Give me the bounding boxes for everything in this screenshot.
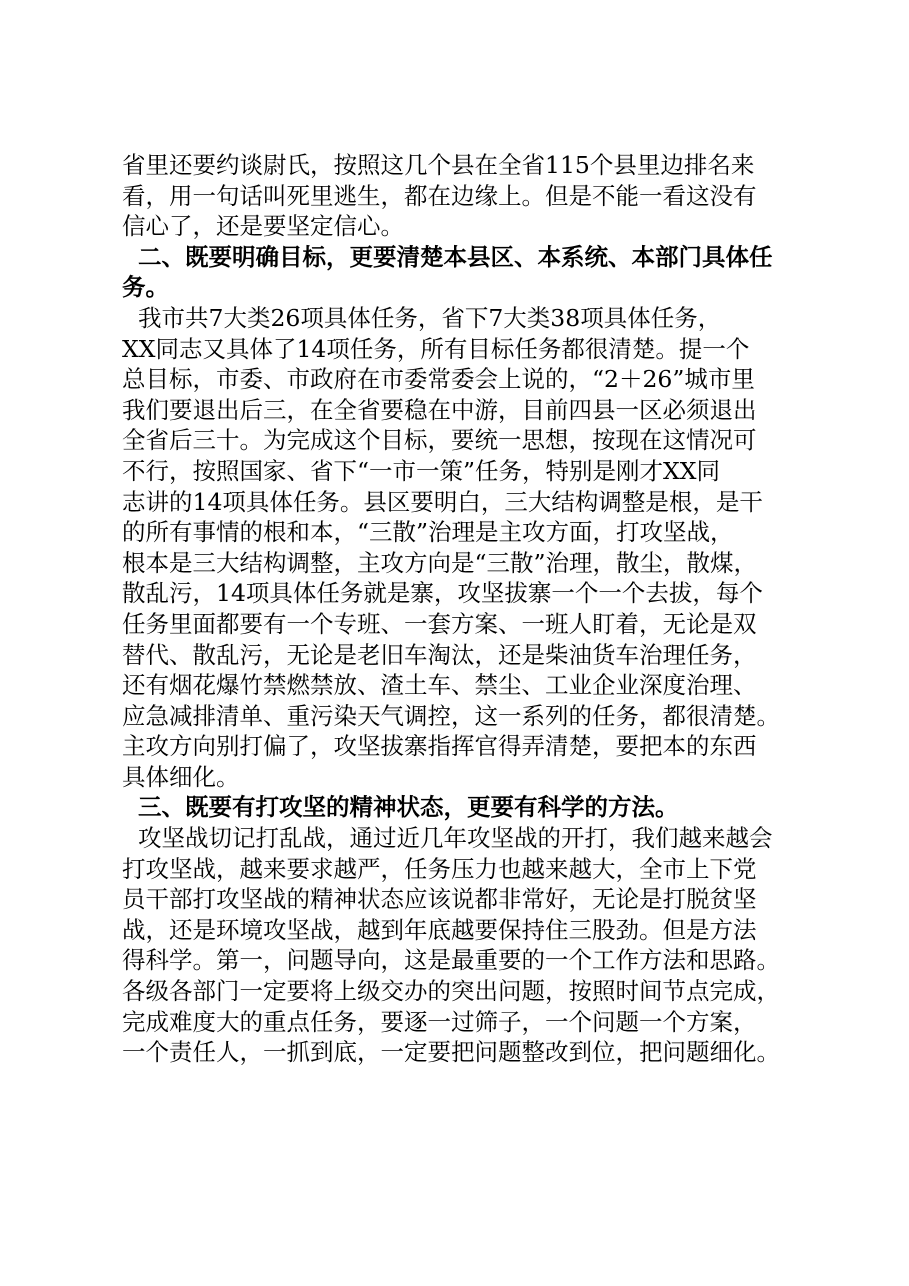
text-line: 志讲的14项具体任务。县区要明白，三大结构调整是根，是干 — [122, 487, 763, 516]
section-heading-3 — [122, 792, 802, 823]
paragraph-intro — [122, 150, 802, 242]
text-line: 看，用一句话叫死里逃生，都在边缘上。但是不能一看这没有 — [122, 181, 757, 210]
text-line: 各级各部门一定要将上级交办的突出问题，按照时间节点完成， — [122, 977, 780, 1006]
paragraph-section-2 — [122, 303, 802, 793]
text-line: 省里还要约谈尉氏，按照这几个县在全省115个县里边排名来 — [122, 151, 755, 179]
heading-line: 二、既要明确目标，更要清楚本县区、本系统、本部门具体任 — [138, 242, 773, 271]
text-line: 任务里面都要有一个专班、一套方案、一班人盯着，无论是双 — [122, 609, 757, 638]
text-line: 得科学。第一，问题导向，这是最重要的一个工作方法和思路。 — [122, 946, 780, 975]
text-line: XX同志又具体了14项任务，所有目标任务都很清楚。提一个 — [122, 334, 750, 363]
text-line: 战，还是环境攻坚战，越到年底越要保持住三股劲。但是方法 — [122, 915, 757, 944]
text-line: 散乱污，14项具体任务就是寨，攻坚拔寨一个一个去拔，每个 — [122, 579, 763, 608]
heading-line: 务。 — [122, 273, 169, 302]
paragraph-section-3 — [122, 823, 802, 1068]
text-line: 根本是三大结构调整，主攻方向是“三散”治理，散尘，散煤， — [122, 548, 758, 577]
text-line: 员干部打攻坚战的精神状态应该说都非常好，无论是打脱贫坚 — [122, 885, 757, 914]
text-line: 总目标，市委、市政府在市委常委会上说的，“2＋26”城市里 — [122, 365, 755, 394]
text-line: 打攻坚战，越来要求越严，任务压力也越来越大，全市上下党 — [122, 854, 757, 883]
text-line: 攻坚战切记打乱战，通过近几年攻坚战的开打，我们越来越会 — [138, 824, 773, 853]
text-line: 还有烟花爆竹禁燃禁放、渣土车、禁尘、工业企业深度治理、 — [122, 671, 757, 700]
heading-line: 三、既要有打攻坚的精神状态，更要有科学的方法。 — [138, 793, 679, 822]
section-heading-2 — [122, 242, 802, 303]
text-line: 应急减排清单、重污染天气调控，这一系列的任务，都很清楚。 — [122, 701, 780, 730]
text-line: 替代、散乱污，无论是老旧车淘汰，还是柴油货车治理任务， — [122, 640, 757, 669]
text-line: 全省后三十。为完成这个目标，要统一思想，按现在这情况可 — [122, 426, 757, 455]
text-line: 我们要退出后三，在全省要稳在中游，目前四县一区必须退出 — [122, 395, 757, 424]
text-line: 完成难度大的重点任务，要逐一过筛子，一个问题一个方案， — [122, 1007, 757, 1036]
text-line: 具体细化。 — [122, 762, 240, 791]
text-line: 一个责任人，一抓到底，一定要把问题整改到位，把问题细化。 — [122, 1038, 780, 1067]
text-line: 不行，按照国家、省下“一市一策”任务，特别是刚才XX同 — [122, 456, 720, 485]
document-page — [122, 150, 802, 1068]
text-line: 主攻方向别打偏了，攻坚拔寨指挥官得弄清楚，要把本的东西 — [122, 732, 757, 761]
text-line: 的所有事情的根和本，“三散”治理是主攻方面，打攻坚战， — [122, 518, 734, 547]
text-line: 信心了，还是要坚定信心。 — [122, 212, 404, 241]
text-line: 我市共7大类26项具体任务，省下7大类38项具体任务， — [138, 303, 722, 332]
